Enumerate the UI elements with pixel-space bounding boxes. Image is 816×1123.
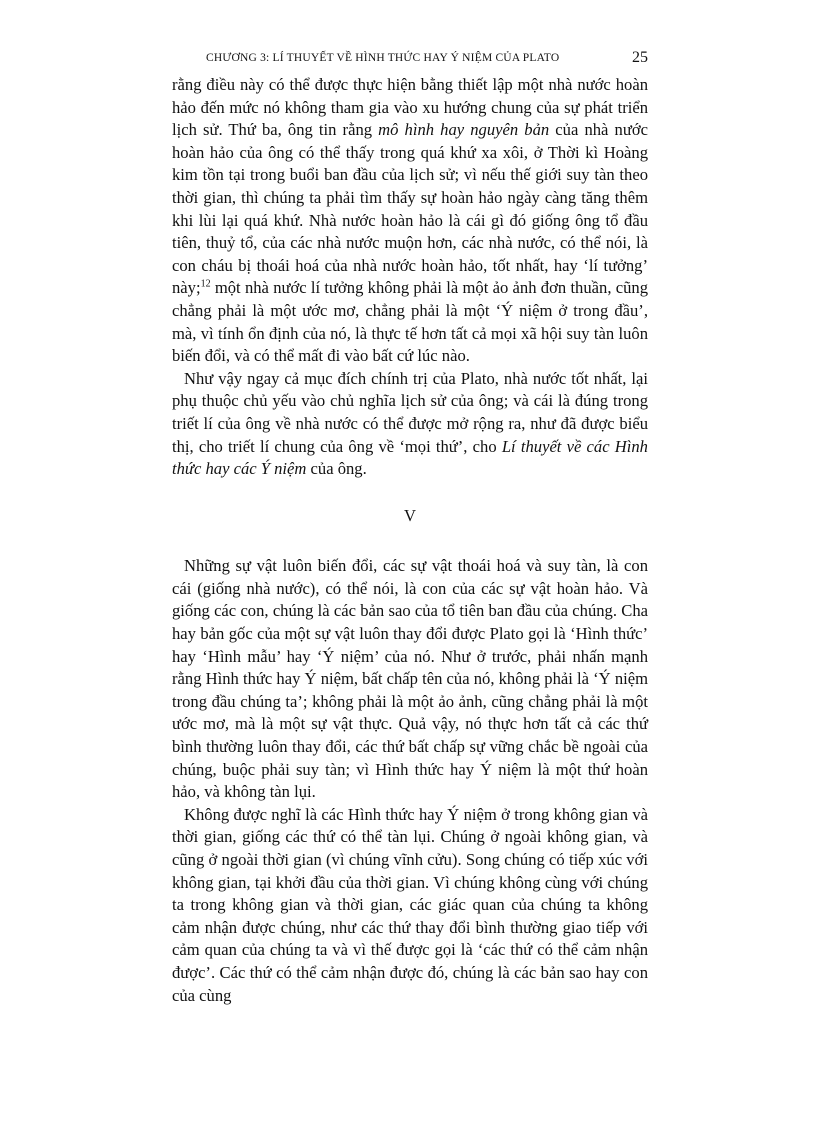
paragraph-1-text-c: một nhà nước lí tưởng không phải là một ảo ảnh đơn thuần, cũng chẳng phải là một ước mơ, chẳng phải là một ‘Ý niệm ở trong đầu’, mà, vì tính ổn định của nó, là thực tế hơn tất cả mọi xã hội suy tàn luôn biến đổi, và có thể mất đi vào bất cứ lúc nào.	[172, 278, 648, 366]
section-heading: V	[404, 505, 416, 525]
page-body	[172, 74, 648, 1007]
paragraph-2-text-b: của ông.	[306, 459, 367, 479]
page-number: 25	[632, 49, 648, 66]
paragraph-1	[172, 74, 648, 368]
footnote-ref-12: 12	[200, 278, 211, 290]
paragraph-1-text-a: rằng điều này có thể được thực hiện bằng thiết lập một nhà nước hoàn hảo đến mức nó không tham gia vào xu hướng chung của sự phát triển lịch sử. Thứ ba, ông tin rằng	[172, 75, 648, 140]
paragraph-1-text-b: của nhà nước hoàn hảo của ông có thể thấy trong quá khứ xa xôi, ở Thời kì Hoàng kim tồn tại trong buổi ban đầu của lịch sử; vì nếu thế giới suy tàn theo thời gian, thì chúng ta phải tìm thấy sự hoàn hảo ngày càng tăng thêm khi lùi lại quá khứ. Nhà nước hoàn hảo là cái gì đó giống ông tổ đầu tiên, thuỷ tổ, của các nhà nước muộn hơn, các nhà nước, có thể nói, là con cháu bị thoái hoá của nhà nước hoàn hảo, tốt nhất, hay ‘lí tưởng’ này;	[172, 120, 648, 298]
running-header	[172, 49, 648, 71]
running-title: CHƯƠNG 3: LÍ THUYẾT VỀ HÌNH THỨC HAY Ý NIỆM CỦA PLATO	[206, 52, 560, 64]
paragraph-2	[172, 368, 648, 481]
paragraph-2-italic-title: Lí thuyết về các Hình thức hay các Ý niệm	[172, 436, 648, 479]
paragraph-1-italic: mô hình hay nguyên bản	[378, 120, 550, 140]
paragraph-2-text-a: Như vậy ngay cả mục đích chính trị của Plato, nhà nước tốt nhất, lại phụ thuộc chủ yếu vào chủ nghĩa lịch sử của ông; và cái là đúng trong triết lí của ông về nhà nước có thể được mở rộng ra, như đã được biểu thị, cho triết lí chung của ông về ‘mọi thứ’, cho	[172, 368, 648, 456]
paragraph-3: Những sự vật luôn biến đổi, các sự vật thoái hoá và suy tàn, là con cái (giống nhà nước), có thể nói, là con của các sự vật hoàn hảo. Và giống các con, chúng là các bản sao của tổ tiên ban đầu của chúng. Cha hay bản gốc của một sự vật luôn thay đổi được Plato gọi là ‘Hình thức’ hay ‘Hình mẫu’ hay ‘Ý niệm’ của nó. Như ở trước, phải nhấn mạnh rằng Hình thức hay Ý niệm, bất chấp tên của nó, không phải là ‘Ý niệm trong đầu chúng ta’; không phải là một ảo ảnh, cũng chẳng phải là một ước mơ, mà là một sự vật thực. Quả vậy, nó thực hơn tất cả các thứ bình thường luôn thay đổi, các thứ bất chấp sự vững chắc bề ngoài của chúng, buộc phải suy tàn; vì Hình thức hay Ý niệm là một thứ hoàn hảo, và không tàn lụi.	[172, 556, 648, 802]
paragraph-4: Không được nghĩ là các Hình thức hay Ý niệm ở trong không gian và thời gian, giống các thứ có thể tàn lụi. Chúng ở ngoài không gian, và cũng ở ngoài thời gian (vì chúng vĩnh cửu). Song chúng có tiếp xúc với không gian, tại khởi đầu của thời gian. Vì chúng không cùng với chúng ta trong không gian và thời gian, các giác quan của chúng ta không cảm nhận được chúng, như các thứ thay đổi bình thường giao tiếp với cảm quan của chúng ta và vì thế được gọi là ‘các thứ có thể cảm nhận được’. Các thứ có thể cảm nhận được đó, chúng là các bản sao hay con của cùng	[172, 804, 648, 1005]
